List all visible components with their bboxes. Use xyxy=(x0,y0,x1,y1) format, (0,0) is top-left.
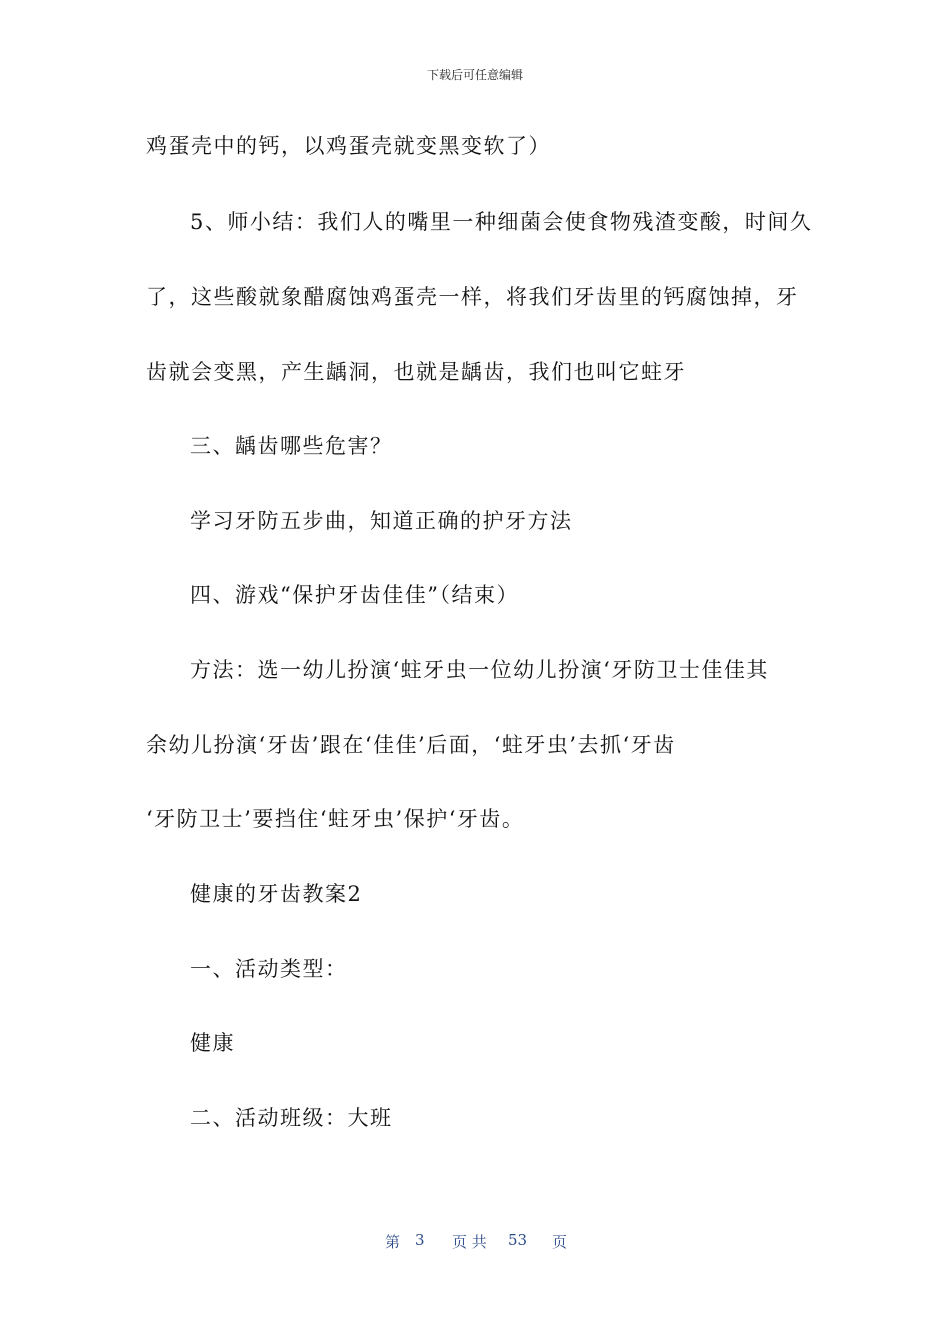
document-title: 健康的牙齿教案2 xyxy=(190,882,363,906)
paragraph-line: 学习牙防五步曲，知道正确的护牙方法 xyxy=(190,509,573,533)
section-heading: 一、活动类型： xyxy=(190,957,348,981)
section-heading: 四、游戏“保护牙齿佳佳”（结束） xyxy=(190,583,519,607)
section-heading: 三、龋齿哪些危害？ xyxy=(190,434,393,458)
page-label: 第 xyxy=(385,1233,401,1251)
paragraph-line: ‘牙防卫士’要挡住‘蛀牙虫’保护‘牙齿。 xyxy=(146,807,525,831)
paragraph-line: 齿就会变黑，产生龋洞，也就是龋齿，我们也叫它蛀牙 xyxy=(146,360,686,384)
page-header: 下载后可任意编辑 xyxy=(426,68,523,82)
page-suffix: 页 xyxy=(552,1233,568,1251)
paragraph-line: 余幼儿扮演‘牙齿’跟在‘佳佳’后面，‘蛀牙虫’去抓‘牙齿 xyxy=(146,733,676,757)
paragraph-line: 了，这些酸就象醋腐蚀鸡蛋壳一样，将我们牙齿里的钙腐蚀掉，牙 xyxy=(146,285,799,309)
total-pages: 53 xyxy=(508,1231,528,1249)
page-number: 3 xyxy=(415,1231,425,1249)
paragraph-line: 鸡蛋壳中的钙，以鸡蛋壳就变黑变软了） xyxy=(146,134,551,158)
page-of-label: 页 共 xyxy=(452,1233,487,1251)
paragraph-line: 5、师小结：我们人的嘴里一种细菌会使食物残渣变酸，时间久 xyxy=(190,210,813,234)
section-heading: 二、活动班级：大班 xyxy=(190,1106,393,1130)
paragraph-line: 方法：选一幼儿扮演‘蛀牙虫一位幼儿扮演‘牙防卫士佳佳其 xyxy=(190,658,769,682)
paragraph-line: 健康 xyxy=(190,1031,235,1055)
